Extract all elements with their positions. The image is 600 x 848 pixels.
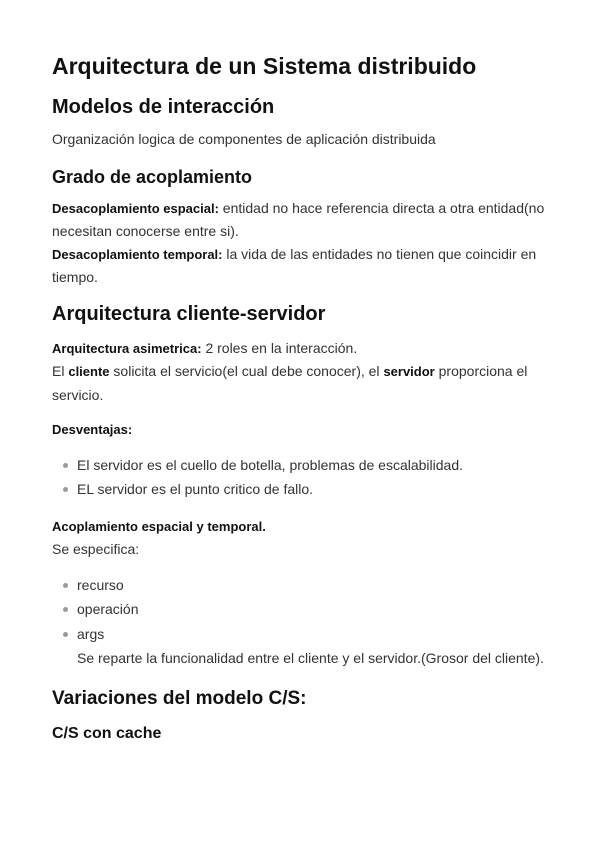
servidor-term: servidor [383, 364, 435, 379]
list-item: operación [77, 597, 552, 622]
document-page [52, 52, 552, 745]
heading-grado: Grado de acoplamiento [52, 166, 253, 187]
heading-modelos: Modelos de interacción [52, 96, 275, 118]
heading-cliente-servidor: Arquitectura cliente-servidor [52, 302, 326, 325]
temporal-text: la vida de las entidades no tienen que coincidir en tiempo. [52, 245, 537, 285]
page-title: Arquitectura de un Sistema distribuido [52, 53, 477, 79]
especifica-text: Se especifica: [52, 541, 140, 557]
args-label: args [77, 625, 105, 642]
especifica-list [52, 573, 552, 671]
reparte-text: Se reparte la funcionalidad entre el cliente y el servidor.(Grosor del cliente). [77, 650, 544, 666]
espacial-text: entidad no hace referencia directa a otra entidad(no necesitan conocerse entre si). [52, 199, 545, 239]
temporal-label: Desacoplamiento temporal: [52, 246, 223, 262]
acoplamiento-paragraph [52, 515, 552, 561]
asimetrica-label: Arquitectura asimetrica: [52, 340, 202, 356]
list-item: EL servidor es el punto critico de fallo. [77, 477, 552, 502]
cs-line2-b: solicita el servicio(el cual debe conocer), el [109, 363, 384, 379]
modelos-text: Organización logica de componentes de aplicación distribuida [52, 131, 436, 147]
cliente-term: cliente [68, 364, 110, 379]
list-item: El servidor es el cuello de botella, problemas de escalabilidad. [77, 453, 552, 478]
heading-variaciones: Variaciones del modelo C/S: [52, 687, 307, 709]
desventajas-label: Desventajas: [52, 422, 133, 437]
espacial-label: Desacoplamiento espacial: [52, 200, 219, 216]
asimetrica-text: 2 roles en la interacción. [201, 339, 358, 356]
cs-paragraph [52, 337, 552, 407]
heading-cs-cache: C/S con cache [52, 724, 162, 742]
desventajas-list [52, 453, 552, 502]
cs-line2-c: proporciona el servicio. [52, 363, 528, 403]
grado-paragraph [52, 197, 552, 289]
list-item [77, 622, 552, 671]
desventajas-label-line [52, 418, 552, 442]
list-item: recurso [77, 573, 552, 598]
cs-line2-a: El [52, 363, 69, 379]
acoplamiento-label: Acoplamiento espacial y temporal. [52, 518, 266, 534]
